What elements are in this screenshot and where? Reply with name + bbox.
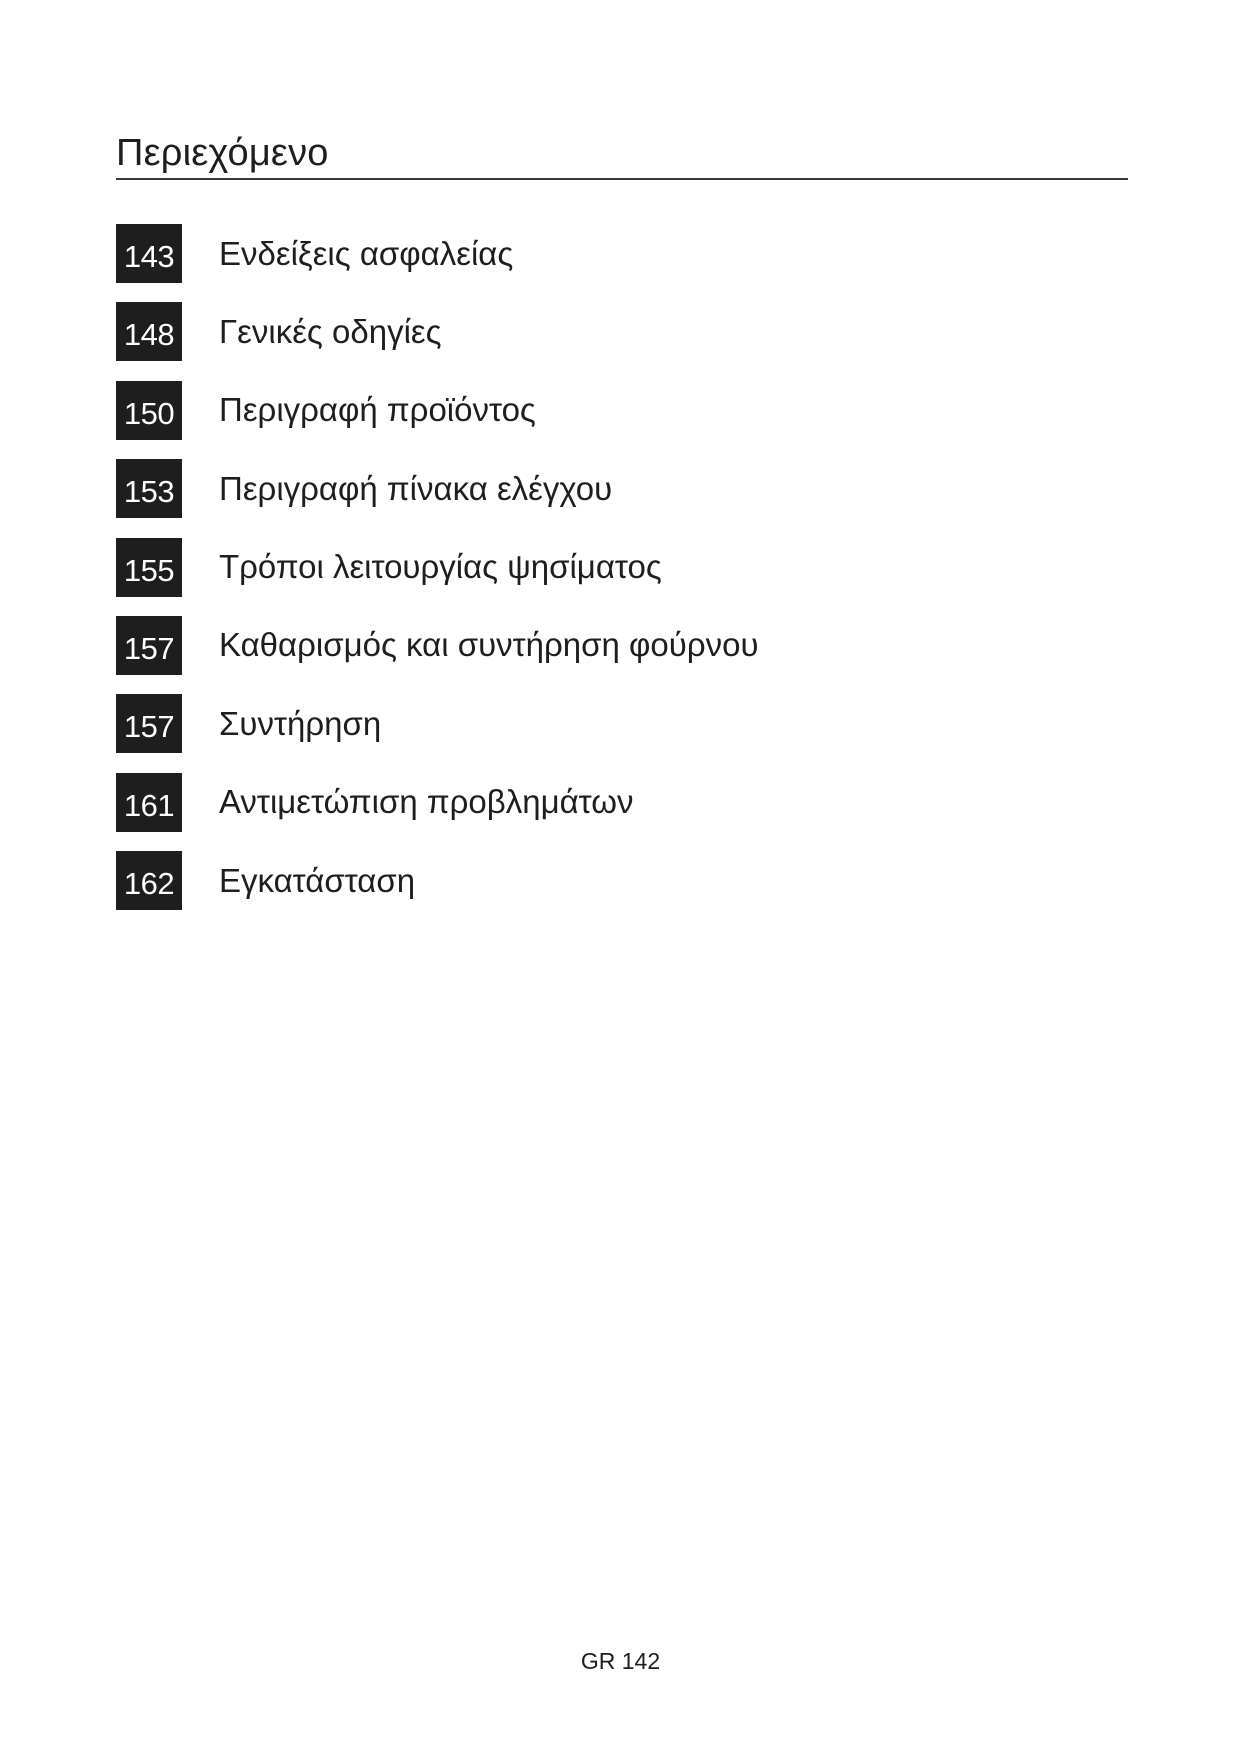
- toc-entry-title: Συντήρηση: [219, 704, 382, 742]
- toc-page-number: 157: [116, 694, 182, 753]
- toc-page-number: 162: [116, 851, 182, 910]
- page-footer-number: GR 142: [580, 1648, 661, 1674]
- toc-page-number: 161: [116, 773, 182, 832]
- toc-item[interactable]: [116, 694, 759, 753]
- toc-entry-title: Εγκατάσταση: [219, 861, 416, 899]
- toc-page-number: 148: [116, 302, 182, 361]
- title-divider: [116, 178, 1128, 180]
- toc-item[interactable]: [116, 302, 759, 361]
- toc-item[interactable]: [116, 381, 759, 440]
- toc-page-number: 150: [116, 381, 182, 440]
- toc-item[interactable]: [116, 224, 759, 283]
- page-title: Περιεχόμενο: [116, 132, 329, 174]
- toc-entry-title: Περιγραφή πίνακα ελέγχου: [219, 469, 613, 507]
- toc-page-number: 157: [116, 616, 182, 675]
- toc-item[interactable]: [116, 616, 759, 675]
- toc-page-number: 153: [116, 459, 182, 518]
- toc-entry-title: Τρόποι λειτουργίας ψησίματος: [219, 548, 662, 586]
- toc-entry-title: Ενδείξεις ασφαλείας: [219, 234, 514, 272]
- toc-entry-title: Αντιμετώπιση προβλημάτων: [219, 783, 634, 821]
- toc-item[interactable]: [116, 851, 759, 910]
- toc-entry-title: Γενικές οδηγίες: [219, 312, 442, 350]
- toc-entry-title: Περιγραφή προϊόντος: [219, 391, 536, 429]
- toc-page-number: 143: [116, 224, 182, 283]
- toc-item[interactable]: [116, 459, 759, 518]
- toc-page-number: 155: [116, 538, 182, 597]
- toc-item[interactable]: [116, 773, 759, 832]
- table-of-contents: [116, 224, 759, 930]
- toc-item[interactable]: [116, 538, 759, 597]
- toc-entry-title: Καθαρισμός και συντήρηση φούρνου: [219, 626, 759, 664]
